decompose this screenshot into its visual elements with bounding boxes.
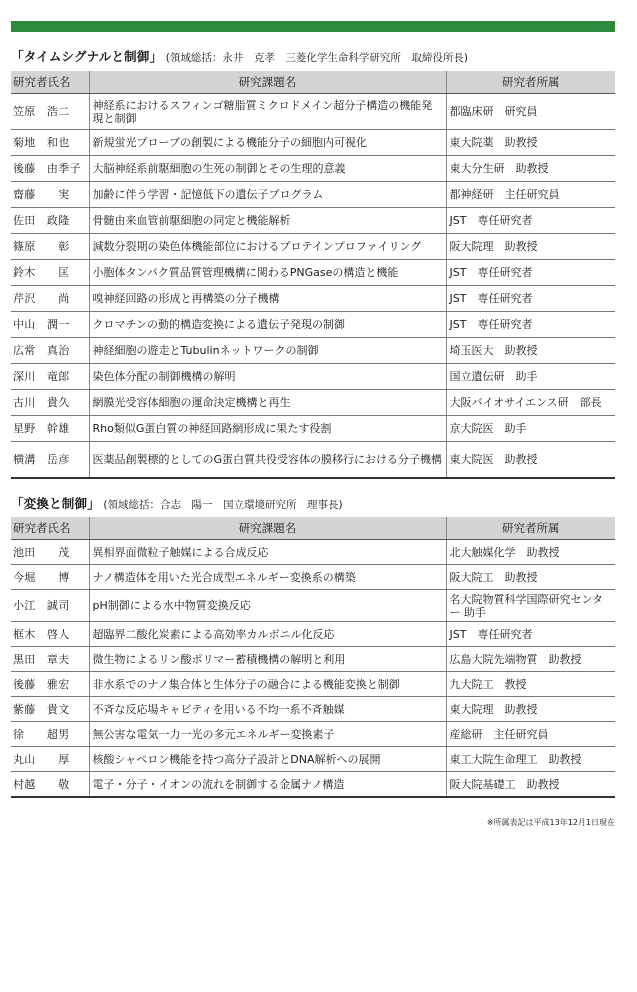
table-row [11,647,615,672]
researcher-affiliation: 東大院理 助教授 [446,697,615,722]
researcher-name: 黒田 章夫 [11,647,89,672]
researcher-affiliation: JST 専任研究者 [446,622,615,647]
table-row [11,390,615,416]
research-topic: 嗅神経回路の形成と再構築の分子機構 [89,286,446,312]
researcher-affiliation: 都臨床研 研究員 [446,94,615,130]
research-topic: 無公害な電気一力一光の多元エネルギー変換素子 [89,722,446,747]
date-footnote: ※所属表記は平成13年12月1日現在 [486,818,615,827]
researcher-affiliation: 名大院物質科学国際研究センター 助手 [446,590,615,622]
header-affiliation: 研究者所属 [446,71,615,94]
research-topic: 減数分裂期の染色体機能部位におけるプロテインプロファイリング [89,234,446,260]
research-topic: 神経細胞の遊走とTubulinネットワークの制御 [89,338,446,364]
researcher-name: 芹沢 尚 [11,286,89,312]
researcher-affiliation: 阪大院工 助教授 [446,565,615,590]
researcher-affiliation: 埼玉医大 助教授 [446,338,615,364]
header-topic: 研究課題名 [89,71,446,94]
research-topic: 非水系でのナノ集合体と生体分子の融合による機能変換と制御 [89,672,446,697]
researcher-affiliation: 広島大院先端物質 助教授 [446,647,615,672]
research-topic: ナノ構造体を用いた光合成型エネルギー変換系の構築 [89,565,446,590]
table-row [11,697,615,722]
researcher-name: 横溝 岳彦 [11,442,89,479]
table-row [11,208,615,234]
researcher-affiliation: 東大院薬 助教授 [446,130,615,156]
researcher-table-time-signal [11,71,615,479]
research-topic: 微生物によるリン酸ポリマー蓄積機構の解明と利用 [89,647,446,672]
researcher-name: 小江 誠司 [11,590,89,622]
research-topic: 核酸シャペロン機能を持つ高分子設計とDNA解析への展開 [89,747,446,772]
header-name: 研究者氏名 [11,517,89,540]
table-row [11,722,615,747]
researcher-name: 池田 茂 [11,540,89,565]
researcher-affiliation: 産総研 主任研究員 [446,722,615,747]
researcher-name: 中山 潤一 [11,312,89,338]
table-header-row [11,517,615,540]
section-title-time-signal [11,47,468,65]
research-topic: 新規蛍光プローブの創製による機能分子の細胞内可視化 [89,130,446,156]
researcher-affiliation: JST 専任研究者 [446,312,615,338]
header-name: 研究者氏名 [11,71,89,94]
researcher-name: 鈴木 匡 [11,260,89,286]
top-accent-bar [11,21,615,32]
research-topic: 加齢に伴う学習・記憶低下の遺伝子プログラム [89,182,446,208]
table-row [11,312,615,338]
researcher-name: 齋藤 実 [11,182,89,208]
table-row [11,364,615,390]
researcher-name: 篠原 彰 [11,234,89,260]
researcher-affiliation: 京大院医 助手 [446,416,615,442]
researcher-name: 後藤 由季子 [11,156,89,182]
researcher-name: 今堀 博 [11,565,89,590]
research-topic: pH制御による水中物質変換反応 [89,590,446,622]
researcher-name: 紫藤 貴文 [11,697,89,722]
researcher-name: 後藤 雅宏 [11,672,89,697]
table-row [11,286,615,312]
researcher-name: 村越 敬 [11,772,89,798]
section-heading: 「変換と制御」 [11,496,100,511]
table-row [11,156,615,182]
researcher-affiliation: 東大分生研 助教授 [446,156,615,182]
research-topic: 神経系におけるスフィンゴ糖脂質ミクロドメイン超分子構造の機能発現と制御 [89,94,446,130]
table-row [11,260,615,286]
table-row [11,622,615,647]
researcher-affiliation: 大阪バイオサイエンス研 部長 [446,390,615,416]
table-row [11,338,615,364]
researcher-affiliation: 北大触媒化学 助教授 [446,540,615,565]
table-row [11,442,615,479]
researcher-affiliation: 阪大院基礎工 助教授 [446,772,615,798]
research-topic: クロマチンの動的構造変換による遺伝子発現の制御 [89,312,446,338]
researcher-name: 古川 貴久 [11,390,89,416]
research-topic: 電子・分子・イオンの流れを制御する金属ナノ構造 [89,772,446,798]
researcher-name: 菊地 和也 [11,130,89,156]
table-row [11,94,615,130]
researcher-name: 丸山 厚 [11,747,89,772]
table-row [11,416,615,442]
table-row [11,234,615,260]
researcher-affiliation: JST 専任研究者 [446,260,615,286]
researcher-name: 框木 啓人 [11,622,89,647]
research-topic: 小胞体タンパク質品質管理機構に関わるPNGaseの構造と機能 [89,260,446,286]
researcher-affiliation: 都神経研 主任研究員 [446,182,615,208]
researcher-affiliation: 東工大院生命理工 助教授 [446,747,615,772]
section-supervisor: (領域総括：永井 克孝 三菱化学生命科学研究所 取締役所長) [165,52,468,64]
research-topic: Rho類似G蛋白質の神経回路網形成に果たす役割 [89,416,446,442]
researcher-affiliation: 九大院工 教授 [446,672,615,697]
researcher-name: 徐 超男 [11,722,89,747]
table-row [11,540,615,565]
researcher-affiliation: 阪大院理 助教授 [446,234,615,260]
research-topic: 異相界面微粒子触媒による合成反応 [89,540,446,565]
table-row [11,182,615,208]
section-heading: 「タイムシグナルと制御」 [11,49,163,64]
researcher-name: 広常 真治 [11,338,89,364]
table-row [11,130,615,156]
researcher-affiliation: 国立遺伝研 助手 [446,364,615,390]
research-topic: 医薬品創製標的としてのG蛋白質共役受容体の膜移行における分子機構 [89,442,446,479]
table-header-row [11,71,615,94]
header-topic: 研究課題名 [89,517,446,540]
research-topic: 大脳神経系前駆細胞の生死の制御とその生理的意義 [89,156,446,182]
research-topic: 超臨界二酸化炭素による高効率カルボニル化反応 [89,622,446,647]
research-topic: 網膜光受容体細胞の運命決定機構と再生 [89,390,446,416]
header-affiliation: 研究者所属 [446,517,615,540]
research-topic: 骨髄由来血管前駆細胞の同定と機能解析 [89,208,446,234]
researcher-affiliation: JST 専任研究者 [446,286,615,312]
researcher-affiliation: JST 専任研究者 [446,208,615,234]
researcher-name: 深川 竜郎 [11,364,89,390]
research-topic: 染色体分配の制御機構の解明 [89,364,446,390]
table-row [11,772,615,798]
researcher-name: 星野 幹雄 [11,416,89,442]
table-row [11,672,615,697]
researcher-name: 佐田 政隆 [11,208,89,234]
researcher-name: 笠原 浩二 [11,94,89,130]
researcher-table-conversion [11,517,615,798]
research-topic: 不斉な反応場キャビティを用いる不均一系不斉触媒 [89,697,446,722]
section-supervisor: (領域総括：合志 陽一 国立環境研究所 理事長) [103,499,343,511]
section-title-conversion [11,494,343,512]
researcher-affiliation: 東大院医 助教授 [446,442,615,479]
table-row [11,565,615,590]
table-row [11,747,615,772]
table-row [11,590,615,622]
